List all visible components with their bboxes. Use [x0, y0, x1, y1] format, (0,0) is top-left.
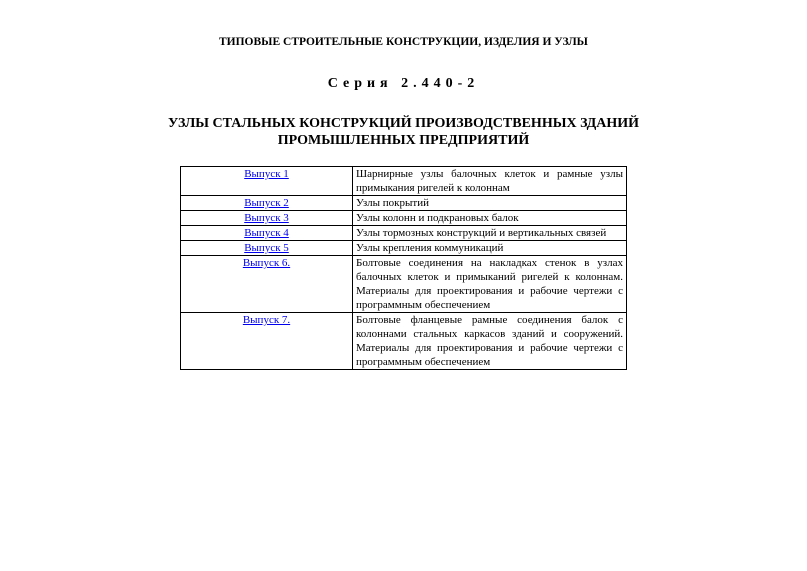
table-row: [181, 241, 627, 256]
document-title: [0, 115, 807, 149]
issue-link-7[interactable]: Выпуск 7.: [242, 314, 291, 326]
issue-link-6[interactable]: Выпуск 6.: [242, 257, 291, 269]
issue-link-1[interactable]: Выпуск 1: [244, 168, 289, 180]
issues-table: [180, 166, 627, 370]
table-row: [181, 167, 627, 196]
issue-cell: [181, 226, 353, 241]
document-title-line-2: ПРОМЫШЛЕННЫХ ПРЕДПРИЯТИЙ: [277, 133, 530, 148]
issue-link-4[interactable]: Выпуск 4: [244, 227, 289, 239]
issue-cell: [181, 256, 353, 313]
table-row: [181, 226, 627, 241]
issue-description: Узлы колонн и подкрановых балок: [353, 211, 627, 226]
issue-description: Узлы тормозных конструкций и вертикальных связей: [353, 226, 627, 241]
document-header: ТИПОВЫЕ СТРОИТЕЛЬНЫЕ КОНСТРУКЦИИ, ИЗДЕЛИЯ И УЗЛЫ: [219, 36, 588, 48]
issue-cell: [181, 241, 353, 256]
series-number: Серия 2.440-2: [327, 76, 480, 91]
issue-cell: [181, 167, 353, 196]
table-row: [181, 196, 627, 211]
table-row: [181, 211, 627, 226]
issue-description: Узлы крепления коммуникаций: [353, 241, 627, 256]
document-title-line-1: УЗЛЫ СТАЛЬНЫХ КОНСТРУКЦИЙ ПРОИЗВОДСТВЕННЫХ ЗДАНИЙ: [167, 116, 640, 131]
issue-cell: [181, 313, 353, 370]
issue-description: Узлы покрытий: [353, 196, 627, 211]
table-row: [181, 313, 627, 370]
issue-description: Болтовые соединения на накладках стенок в узлах балочных клеток и примыканий ригелей к колоннам. Материалы для проектирования и рабочие чертежи с программным обеспечением: [353, 256, 627, 313]
table-row: [181, 256, 627, 313]
issue-description: Болтовые фланцевые рамные соединения балок с колоннами стальных каркасов зданий и сооружений. Материалы для проектирования и рабочие чертежи с программным обеспечением: [353, 313, 627, 370]
issue-link-3[interactable]: Выпуск 3: [244, 212, 289, 224]
issue-link-2[interactable]: Выпуск 2: [244, 197, 289, 209]
issue-link-5[interactable]: Выпуск 5: [244, 242, 289, 254]
issue-cell: [181, 196, 353, 211]
issue-description: Шарнирные узлы балочных клеток и рамные узлы примыкания ригелей к колоннам: [353, 167, 627, 196]
issue-cell: [181, 211, 353, 226]
